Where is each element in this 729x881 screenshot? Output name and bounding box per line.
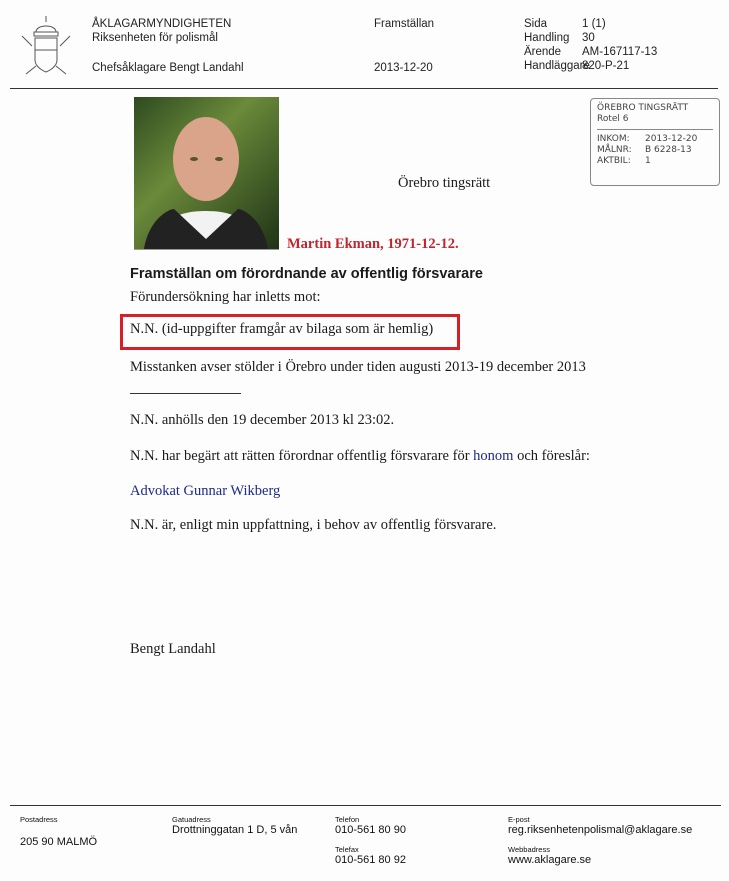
court-stamp [590,98,720,186]
web-link[interactable]: www.aklagare.se [508,854,592,866]
meta-label: Handläggare [524,60,590,72]
need-text: N.N. är, enligt min uppfattning, i behov av offentlig försvarare. [130,517,497,533]
web-label: Webbadress [508,845,550,854]
portrait-photo [134,97,279,249]
coat-of-arms-logo [18,14,74,80]
stamp-row [597,134,713,145]
stamp-label: INKOM: [597,134,630,144]
suspicion-text: Misstanken avser stölder i Örebro under tiden augusti 2013-19 december 2013 [130,359,586,375]
street-address: Drottninggatan 1 D, 5 vån [172,824,298,836]
meta-label: Sida [524,18,548,30]
street-label: Gatuadress [172,815,211,824]
meta-row [524,59,657,73]
stamp-row [597,156,713,167]
stamp-rotel: Rotel 6 [597,114,629,124]
meta-row [524,45,657,59]
stamp-value: B 6228-13 [645,145,692,155]
meta-table [524,17,657,73]
meta-value: 820-P-21 [582,60,630,72]
divider [130,393,241,394]
phone-label: Telefon [335,815,360,824]
meta-label: Handling [524,32,570,44]
stamp-court: ÖREBRO TINGSRÄTT [597,103,689,113]
meta-value: 1 (1) [582,18,606,30]
unit-name: Riksenheten för polismål [92,32,218,44]
stamp-label: AKTBIL: [597,156,631,166]
arrest-text: N.N. anhölls den 19 december 2013 kl 23:02. [130,412,395,428]
doc-date: 2013-12-20 [374,62,433,74]
phone: 010-561 80 90 [335,824,406,836]
meta-value: 30 [582,32,595,44]
fax: 010-561 80 92 [335,854,406,866]
meta-row [524,31,657,45]
meta-label: Ärende [524,46,562,58]
org-name: ÅKLAGARMYNDIGHETEN [92,18,232,30]
suspect-text: N.N. (id-uppgifter framgår av bilaga som är hemlig) [130,321,434,337]
email-link[interactable]: reg.riksenhetenpolismal@aklagare.se [508,824,693,836]
photo-caption: Martin Ekman, 1971-12-12. [287,236,459,252]
postal-label: Postadress [20,815,58,824]
request-link[interactable]: honom [473,448,514,464]
author: Chefsåklagare Bengt Landahl [92,62,244,74]
postal-address: 205 90 MALMÖ [20,836,98,848]
stamp-value: 1 [645,156,651,166]
lawyer-link[interactable]: Advokat Gunnar Wikberg [130,483,281,499]
request-pre: N.N. har begärt att rätten förordnar offentlig försvarare för [130,448,474,464]
email-label: E-post [508,815,530,824]
stamp-row [597,145,713,156]
meta-row [524,17,657,31]
meta-value: AM-167117-13 [582,46,658,58]
document-title: Framställan om förordnande av offentlig försvarare [130,266,483,282]
intro-text: Förundersökning har inletts mot: [130,289,321,305]
request-post: och föreslår: [513,448,590,464]
doc-type: Framställan [374,18,435,30]
stamp-label: MÅLNR: [597,145,632,155]
recipient: Örebro tingsrätt [398,175,491,191]
stamp-value: 2013-12-20 [645,134,698,144]
fax-label: Telefax [335,845,359,854]
request-text [130,448,590,465]
signature: Bengt Landahl [130,641,216,657]
